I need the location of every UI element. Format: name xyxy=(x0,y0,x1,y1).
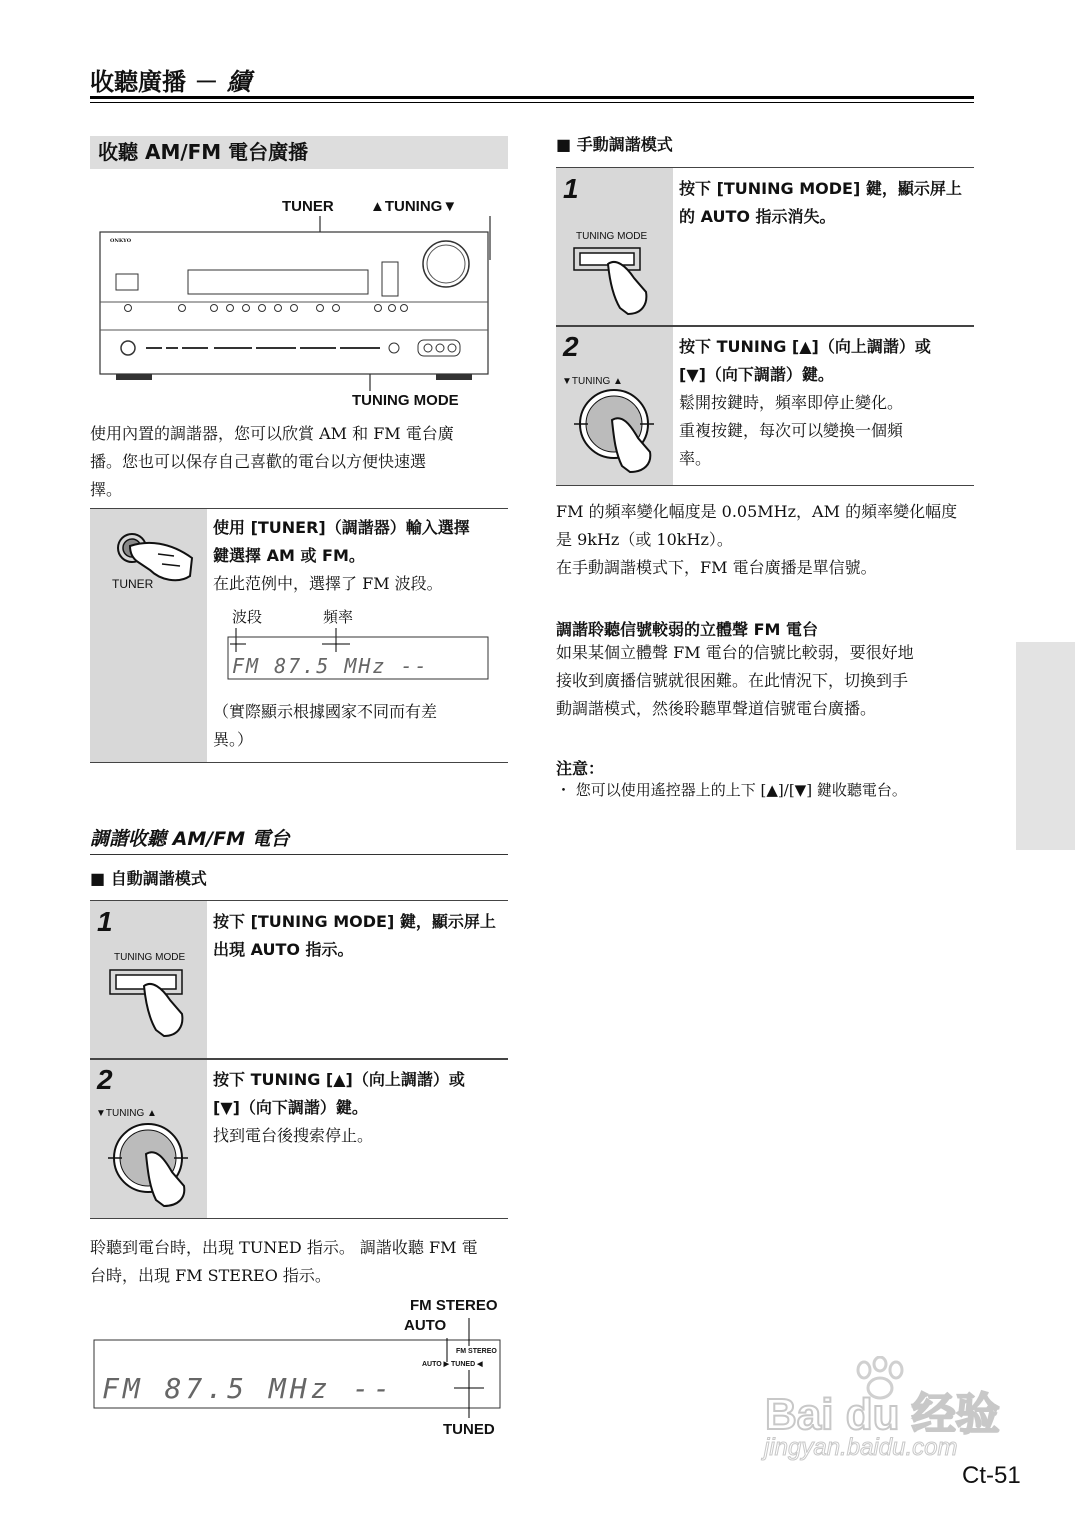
info-line: 如果某個立體聲 FM 電台的信號比較弱，要很好地 xyxy=(556,643,914,662)
step-instruction: 按下 [TUNING MODE] 鍵，顯示屏上 xyxy=(213,912,496,931)
section-heading: 收聽 AM/FM 電台廣播 xyxy=(90,136,508,169)
manual-step1-text xyxy=(679,175,969,231)
info-line: 接收到廣播信號就很困難。在此情況下，切換到手 xyxy=(556,671,909,690)
step-number: 1 xyxy=(563,173,579,204)
weak-signal-heading: 調諧聆聽信號較弱的立體聲 FM 電台 xyxy=(556,620,818,639)
step-number: 1 xyxy=(97,906,113,937)
footnote-line: （實際顯示根據國家不同而有差 xyxy=(213,702,438,721)
step-note: 率。 xyxy=(679,449,712,468)
info-line: 動調諧模式，然後聆聽單聲道信號電台廣播。 xyxy=(556,699,877,718)
page-title xyxy=(90,62,251,97)
auto-indicator-text: AUTO xyxy=(422,1361,442,1368)
fm-stereo-indicator: FM STEREO xyxy=(456,1348,497,1355)
auto-callout: AUTO xyxy=(404,1317,447,1334)
step-note: 找到電台後搜索停止。 xyxy=(213,1126,374,1145)
auto-mode-heading: ■ 自動調諧模式 xyxy=(90,869,207,888)
step-instruction: 按下 TUNING [▲]（向上調諧）或 xyxy=(213,1070,465,1089)
step-instruction: 按下 [TUNING MODE] 鍵，顯示屏上 xyxy=(679,179,962,198)
watermark-url: jingyan.baidu.com xyxy=(764,1434,958,1461)
intro-text xyxy=(90,420,510,504)
manual-step2-text xyxy=(679,333,969,473)
step-instruction: 按下 TUNING [▲]（向上調諧）或 xyxy=(679,337,931,356)
band-label: 波段 xyxy=(232,608,263,626)
display-readout-large: FM 87.5 MHz -- xyxy=(102,1372,395,1405)
step-divider xyxy=(556,325,974,327)
info-line: 台時，出現 FM STEREO 指示。 xyxy=(90,1266,331,1285)
auto-step1-text xyxy=(213,908,503,964)
section2-heading: 調諧收聽 AM/FM 電台 xyxy=(90,828,290,850)
frequency-info-text xyxy=(556,498,981,582)
info-line: FM 的頻率變化幅度是 0.05MHz，AM 的頻率變化幅度 xyxy=(556,502,958,521)
title-sep: － xyxy=(194,68,219,96)
info-line: 聆聽到電台時，出現 TUNED 指示。 調諧收聽 FM 電 xyxy=(90,1238,478,1257)
note-text: ・ 您可以使用遙控器上的上下 [▲]/[▼] 鍵收聽電台。 xyxy=(556,781,907,799)
tuning-callout: ▲TUNING▼ xyxy=(370,198,458,215)
step-note: 重複按鍵，每次可以變換一個頻 xyxy=(679,421,904,440)
title-rule xyxy=(90,96,974,99)
step-note: 在此范例中，選擇了 FM 波段。 xyxy=(213,574,443,593)
tuning-mode-button-label: TUNING MODE xyxy=(576,231,648,242)
display-footnote xyxy=(213,698,503,754)
auto-step2-text xyxy=(213,1066,503,1150)
step-instruction: [▼]（向下調諧）鍵。 xyxy=(679,365,834,384)
play-indicator-icon: ▶ xyxy=(443,1361,450,1368)
step-divider xyxy=(90,1058,508,1060)
side-tab xyxy=(1016,642,1075,850)
left-indicator-icon: ◀ xyxy=(477,1361,483,1368)
step-instruction: [▼]（向下調諧）鍵。 xyxy=(213,1098,368,1117)
tuned-callout: TUNED xyxy=(443,1421,495,1438)
title-rule-thin xyxy=(90,102,974,103)
tuning-knob-label: ▼TUNING ▲ xyxy=(562,376,623,387)
tuning-mode-button-icon xyxy=(572,242,662,322)
tuned-info-text xyxy=(90,1234,510,1290)
intro-line: 擇。 xyxy=(90,480,123,499)
fm-stereo-callout: FM STEREO xyxy=(410,1297,498,1314)
info-line: 是 9kHz（或 10kHz）。 xyxy=(556,530,733,549)
tuning-knob-icon xyxy=(570,384,670,476)
step-instruction: 出現 AUTO 指示。 xyxy=(213,940,354,959)
step-instruction: 鍵選擇 AM 或 FM。 xyxy=(213,546,365,565)
step-number: 2 xyxy=(97,1064,113,1095)
tuner-button-label: TUNER xyxy=(112,577,154,591)
page-number: Ct-51 xyxy=(962,1462,1021,1489)
frequency-label: 頻率 xyxy=(323,608,354,626)
step-note: 鬆開按鍵時，頻率即停止變化。 xyxy=(679,393,904,412)
step-instruction: 使用 [TUNER]（調諧器）輸入選擇 xyxy=(213,518,470,537)
weak-signal-text xyxy=(556,639,981,723)
intro-line: 使用內置的調諧器，您可以欣賞 AM 和 FM 電台廣 xyxy=(90,424,454,443)
brand-logo: ONKYO xyxy=(110,238,132,244)
title-text: 收聽廣播 xyxy=(90,68,186,96)
step-instruction: 的 AUTO 指示消失。 xyxy=(679,207,836,226)
footnote-line: 異。） xyxy=(213,730,254,749)
tuning-knob-icon xyxy=(104,1118,204,1210)
tuned-indicator-text: TUNED xyxy=(451,1361,476,1368)
tuning-knob-label: ▼TUNING ▲ xyxy=(96,1108,157,1119)
display-readout: FM 87.5 MHz -- xyxy=(232,654,429,678)
auto-indicator xyxy=(422,1360,482,1368)
intro-line: 播。您也可以保存自己喜歡的電台以方便快速選 xyxy=(90,452,427,471)
receiver-diagram xyxy=(96,216,496,391)
tuning-mode-callout: TUNING MODE xyxy=(352,392,459,409)
tuner-step-text xyxy=(213,514,503,598)
title-cont: 續 xyxy=(226,68,251,96)
tuning-mode-button-icon xyxy=(108,964,198,1044)
note-heading: 注意： xyxy=(556,759,605,778)
section2-rule xyxy=(90,854,508,855)
info-line: 在手動調諧模式下，FM 電台廣播是單信號。 xyxy=(556,558,877,577)
tuning-mode-button-label: TUNING MODE xyxy=(114,952,186,963)
step-number: 2 xyxy=(563,331,579,362)
tuner-callout: TUNER xyxy=(282,198,334,215)
manual-mode-heading: ■ 手動調諧模式 xyxy=(556,135,673,154)
watermark-logo: Bai du 经验 xyxy=(765,1390,1000,1439)
